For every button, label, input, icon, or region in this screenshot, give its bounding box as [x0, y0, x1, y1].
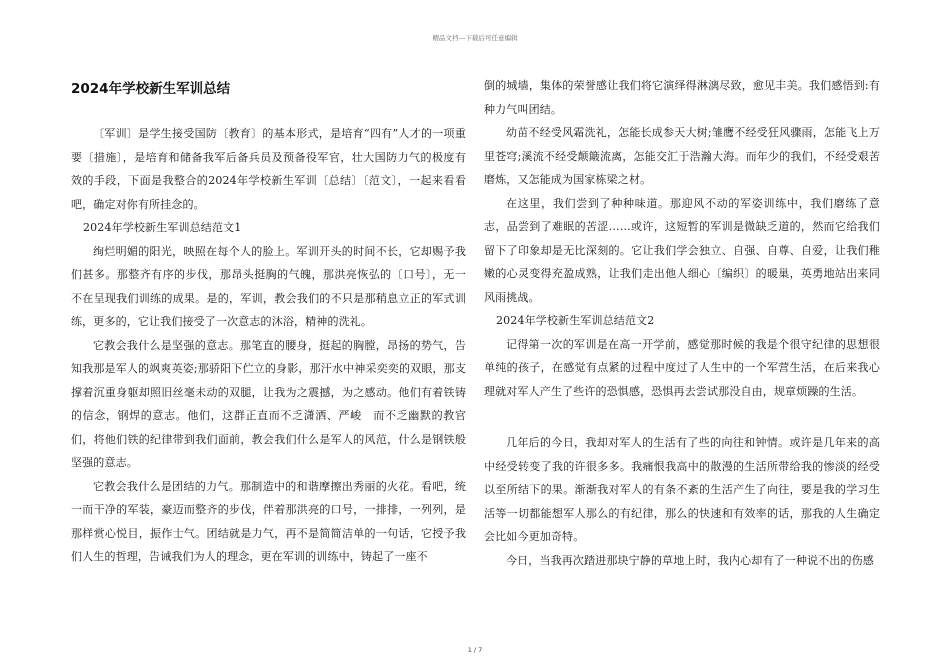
body-paragraph-continued: 倒的城墙，集体的荣誉感让我们将它演绎得淋漓尽致，愈见丰美。我们感悟到:有种力气叫团结。: [484, 79, 880, 116]
section-heading-2: 2024年学校新生军训总结范文2: [496, 314, 655, 327]
header-note: 精品文档---下载后可任意编辑: [432, 34, 518, 42]
intro-paragraph: 〔军训〕是学生接受国防〔教育〕的基本形式，是培育“四有”人才的一项重要〔措施〕，是培育和储备我军后备兵员及预备役军官，壮大国防力气的极度有效的手段，下面是我整合的2024年学校新生军训〔总结〕〔范文〕，一起来看看吧，确定对你有所挂念的。: [71, 127, 466, 211]
body-paragraph: 今日，当我再次踏进那块宁静的草地上时，我内心却有了一种说不出的伤感: [506, 553, 874, 567]
page-number: 1 / 7: [467, 646, 483, 654]
body-paragraph: 幼苗不经受风霜洗礼，怎能长成参天大树;雏鹰不经受狂风骤雨，怎能飞上万里苍穹;溪流不经受颠簸流离，怎能交汇于浩瀚大海。而年少的我们，不经受艰苦磨炼，又怎能成为国家栋梁之材。: [484, 126, 880, 186]
left-column: [71, 122, 466, 569]
body-paragraph: 在这里，我们尝到了种种味道。那迎风不动的军姿训练中，我们磨练了意志，品尝到了难眠的苦涩……或许，这短暂的军训是微缺乏道的，然而它给我们留下了印象却是无比深刻的。它让我们学会独立、自强、自尊、自爱，让我们稚嫩的心灵变得充盈成熟，让我们走出他人细心〔编织〕的暖巢，英勇地站出来同风雨挑战。: [484, 196, 880, 304]
page-title: 2024年学校新生军训总结: [71, 81, 231, 97]
body-paragraph: 几年后的今日，我却对军人的生活有了些的向往和钟情。或许是几年来的高中经受转变了我的许很多多。我痛恨我高中的散漫的生活所带给我的惨淡的经受以至所结下的果。渐渐我对军人的有条不紊的生活产生了向往，要是我的学习生活等一切都能想军人那么的有纪律，那么的快速和有效率的话，那我的人生确定会比如今更加奇特。: [484, 436, 880, 543]
right-column: [484, 74, 880, 572]
body-paragraph: 它教会我什么是团结的力气。那制造中的和谐摩擦出秀丽的火花。看吧，统一而干净的军装，豪迈而整齐的步伐，伴着那洪亮的口号，一排排，一列列，是那样赏心悦目，振作士气。团结就是力气，再不是简简洁单的一句话，它授予我们人生的哲理，告诫我们为人的理念，更在军训的训练中，铸起了一座不: [71, 479, 466, 563]
body-paragraph: 它教会我什么是坚强的意志。那笔直的腰身，挺起的胸膛，昂扬的势气，告知我那是军人的飒爽英姿;那骄阳下伫立的身影，那汗水中神采奕奕的双眼，那支撑着沉重身躯却照旧丝毫未动的双腿，让我为之震撼，为之感动。他们有着铁铸的信念，钢焊的意志。他们，这群正直而不乏潇洒、严峻 而不乏幽默的教官们，将他们铁的纪律带到我们面前，教会我们什么是军人的风范，什么是钢铁般坚强的意志。: [71, 338, 466, 469]
section-heading-1: 2024年学校新生军训总结范文1: [83, 221, 242, 234]
body-paragraph: 记得第一次的军训是在高一开学前，感觉那时候的我是个很守纪律的思想很单纯的孩子，在感觉有点紧的过程中度过了人生中的一个军营生活，在后来我心理就对军人产生了些许的恐惧感，恐惧再去尝试那没自由，规章烦躁的生活。: [484, 337, 880, 398]
body-paragraph: 绚烂明媚的阳光，映照在每个人的脸上。军训开头的时间不长，它却赐予我们甚多。那整齐有序的步伐，那昂头挺胸的气魄，那洪亮恢弘的〔口号〕，无一不在呈现我们训练的成果。是的，军训，教会我们的不只是那稍息立正的军式训练，更多的，它让我们接受了一次意志的沐浴，精神的洗礼。: [71, 244, 466, 328]
